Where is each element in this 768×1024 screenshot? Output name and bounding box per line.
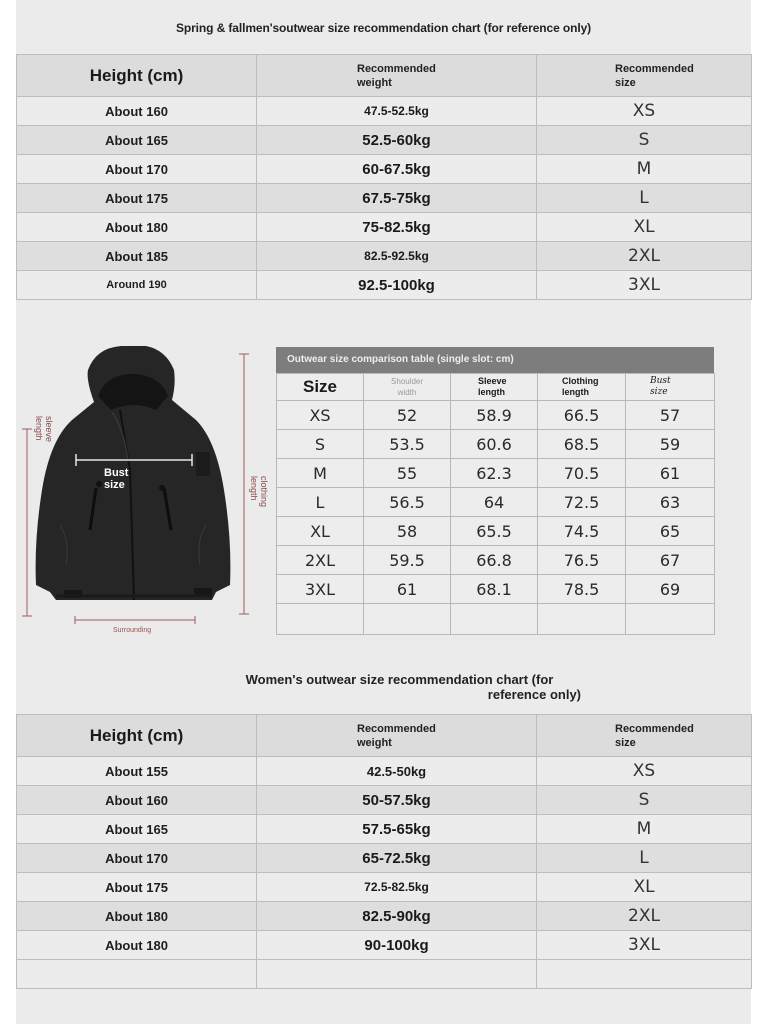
weight-cell: 50-57.5kg bbox=[257, 786, 537, 815]
table-row bbox=[277, 517, 715, 546]
table-header-row bbox=[17, 715, 752, 757]
comparison-title: Outwear size comparison table (single slot: cm) bbox=[276, 347, 714, 373]
table-row bbox=[17, 97, 752, 126]
clothing-cell: 74.5 bbox=[538, 517, 626, 546]
table-header-row bbox=[17, 55, 752, 97]
comparison-grid bbox=[276, 373, 715, 635]
weight-cell: 82.5-92.5kg bbox=[257, 242, 537, 271]
size-cell: M bbox=[277, 459, 364, 488]
empty-row bbox=[17, 960, 752, 989]
clothing-length-label: clothing length bbox=[249, 476, 269, 508]
shoulder-cell: 55 bbox=[364, 459, 451, 488]
table-row bbox=[17, 902, 752, 931]
shoulder-cell: 59.5 bbox=[364, 546, 451, 575]
size-cell: XS bbox=[537, 97, 752, 126]
height-cell: About 185 bbox=[17, 242, 257, 271]
shoulder-cell: 61 bbox=[364, 575, 451, 604]
height-cell: About 175 bbox=[17, 873, 257, 902]
table-row bbox=[17, 815, 752, 844]
weight-cell: 67.5-75kg bbox=[257, 184, 537, 213]
sleeve-cell: 66.8 bbox=[451, 546, 538, 575]
bust-cell: 63 bbox=[626, 488, 715, 517]
empty-cell bbox=[537, 960, 752, 989]
empty-row bbox=[277, 604, 715, 635]
table-row bbox=[17, 271, 752, 300]
table-row bbox=[17, 184, 752, 213]
size-guide-panel bbox=[16, 0, 751, 1024]
bust-size-label: Bust size bbox=[104, 467, 129, 491]
jacket-illustration bbox=[16, 340, 276, 640]
empty-cell bbox=[626, 604, 715, 635]
height-cell: About 160 bbox=[17, 786, 257, 815]
sleeve-cell: 58.9 bbox=[451, 401, 538, 430]
height-cell: About 160 bbox=[17, 97, 257, 126]
empty-cell bbox=[364, 604, 451, 635]
shoulder-cell: 52 bbox=[364, 401, 451, 430]
height-cell: About 170 bbox=[17, 155, 257, 184]
sleeve-cell: 68.1 bbox=[451, 575, 538, 604]
clothing-cell: 68.5 bbox=[538, 430, 626, 459]
sleeve-cell: 62.3 bbox=[451, 459, 538, 488]
clothing-cell: 76.5 bbox=[538, 546, 626, 575]
size-cell: XS bbox=[277, 401, 364, 430]
women-chart-title: Women's outwear size recommendation chart (for reference only) bbox=[245, 672, 581, 702]
table-row bbox=[277, 401, 715, 430]
surrounding-label: Surrounding bbox=[113, 627, 152, 634]
bust-cell: 59 bbox=[626, 430, 715, 459]
header-size: Recommended size bbox=[537, 715, 752, 757]
size-cell: S bbox=[537, 126, 752, 155]
header-height: Height (cm) bbox=[17, 55, 257, 97]
women-size-table bbox=[16, 714, 752, 989]
size-cell: L bbox=[537, 184, 752, 213]
size-cell: 3XL bbox=[277, 575, 364, 604]
header-bust-size: Bust size bbox=[626, 374, 715, 401]
size-cell: 2XL bbox=[277, 546, 364, 575]
shoulder-cell: 56.5 bbox=[364, 488, 451, 517]
header-clothing-length: Clothing length bbox=[538, 374, 626, 401]
size-cell: L bbox=[277, 488, 364, 517]
jacket-measurement-diagram bbox=[16, 340, 276, 640]
empty-cell bbox=[451, 604, 538, 635]
sleeve-length-label: sleeve length bbox=[34, 416, 54, 443]
clothing-cell: 78.5 bbox=[538, 575, 626, 604]
table-row bbox=[17, 155, 752, 184]
weight-cell: 75-82.5kg bbox=[257, 213, 537, 242]
size-cell: M bbox=[537, 815, 752, 844]
table-row bbox=[17, 786, 752, 815]
size-cell: XL bbox=[537, 213, 752, 242]
size-cell: XL bbox=[537, 873, 752, 902]
weight-cell: 57.5-65kg bbox=[257, 815, 537, 844]
height-cell: About 180 bbox=[17, 902, 257, 931]
table-row bbox=[17, 873, 752, 902]
shoulder-cell: 53.5 bbox=[364, 430, 451, 459]
height-cell: About 155 bbox=[17, 757, 257, 786]
empty-cell bbox=[17, 960, 257, 989]
bust-cell: 57 bbox=[626, 401, 715, 430]
bust-cell: 61 bbox=[626, 459, 715, 488]
header-height: Height (cm) bbox=[17, 715, 257, 757]
size-cell: 3XL bbox=[537, 931, 752, 960]
header-sleeve-length: Sleeve length bbox=[451, 374, 538, 401]
table-row bbox=[277, 546, 715, 575]
empty-cell bbox=[277, 604, 364, 635]
size-cell: 2XL bbox=[537, 902, 752, 931]
size-cell: S bbox=[277, 430, 364, 459]
table-row bbox=[277, 575, 715, 604]
empty-cell bbox=[257, 960, 537, 989]
header-size: Size bbox=[277, 374, 364, 401]
bust-cell: 69 bbox=[626, 575, 715, 604]
weight-cell: 60-67.5kg bbox=[257, 155, 537, 184]
height-cell: About 165 bbox=[17, 126, 257, 155]
header-shoulder-width: Shoulder width bbox=[364, 374, 451, 401]
height-cell: About 170 bbox=[17, 844, 257, 873]
weight-cell: 52.5-60kg bbox=[257, 126, 537, 155]
size-comparison-table bbox=[276, 347, 714, 635]
clothing-cell: 70.5 bbox=[538, 459, 626, 488]
table-header-row bbox=[277, 374, 715, 401]
height-cell: About 175 bbox=[17, 184, 257, 213]
table-row bbox=[277, 430, 715, 459]
weight-cell: 92.5-100kg bbox=[257, 271, 537, 300]
size-cell: L bbox=[537, 844, 752, 873]
table-row bbox=[17, 242, 752, 271]
size-cell: S bbox=[537, 786, 752, 815]
table-row bbox=[17, 757, 752, 786]
table-row bbox=[277, 488, 715, 517]
bust-cell: 67 bbox=[626, 546, 715, 575]
size-cell: M bbox=[537, 155, 752, 184]
weight-cell: 42.5-50kg bbox=[257, 757, 537, 786]
men-size-table bbox=[16, 54, 752, 300]
size-cell: 3XL bbox=[537, 271, 752, 300]
table-row bbox=[17, 844, 752, 873]
sleeve-cell: 60.6 bbox=[451, 430, 538, 459]
height-cell: About 180 bbox=[17, 213, 257, 242]
weight-cell: 90-100kg bbox=[257, 931, 537, 960]
table-row bbox=[277, 459, 715, 488]
header-size: Recommended size bbox=[537, 55, 752, 97]
sleeve-cell: 65.5 bbox=[451, 517, 538, 546]
height-cell: About 180 bbox=[17, 931, 257, 960]
clothing-cell: 66.5 bbox=[538, 401, 626, 430]
empty-cell bbox=[538, 604, 626, 635]
sleeve-cell: 64 bbox=[451, 488, 538, 517]
weight-cell: 72.5-82.5kg bbox=[257, 873, 537, 902]
height-cell: About 165 bbox=[17, 815, 257, 844]
shoulder-cell: 58 bbox=[364, 517, 451, 546]
size-cell: 2XL bbox=[537, 242, 752, 271]
weight-cell: 65-72.5kg bbox=[257, 844, 537, 873]
clothing-cell: 72.5 bbox=[538, 488, 626, 517]
table-row bbox=[17, 213, 752, 242]
weight-cell: 82.5-90kg bbox=[257, 902, 537, 931]
height-cell: Around 190 bbox=[17, 271, 257, 300]
table-row bbox=[17, 126, 752, 155]
header-weight: Recommended weight bbox=[257, 715, 537, 757]
weight-cell: 47.5-52.5kg bbox=[257, 97, 537, 126]
size-cell: XL bbox=[277, 517, 364, 546]
header-weight: Recommended weight bbox=[257, 55, 537, 97]
table-row bbox=[17, 931, 752, 960]
men-chart-title: Spring & fallmen'soutwear size recommendation chart (for reference only) bbox=[175, 21, 592, 35]
bust-cell: 65 bbox=[626, 517, 715, 546]
size-cell: XS bbox=[537, 757, 752, 786]
